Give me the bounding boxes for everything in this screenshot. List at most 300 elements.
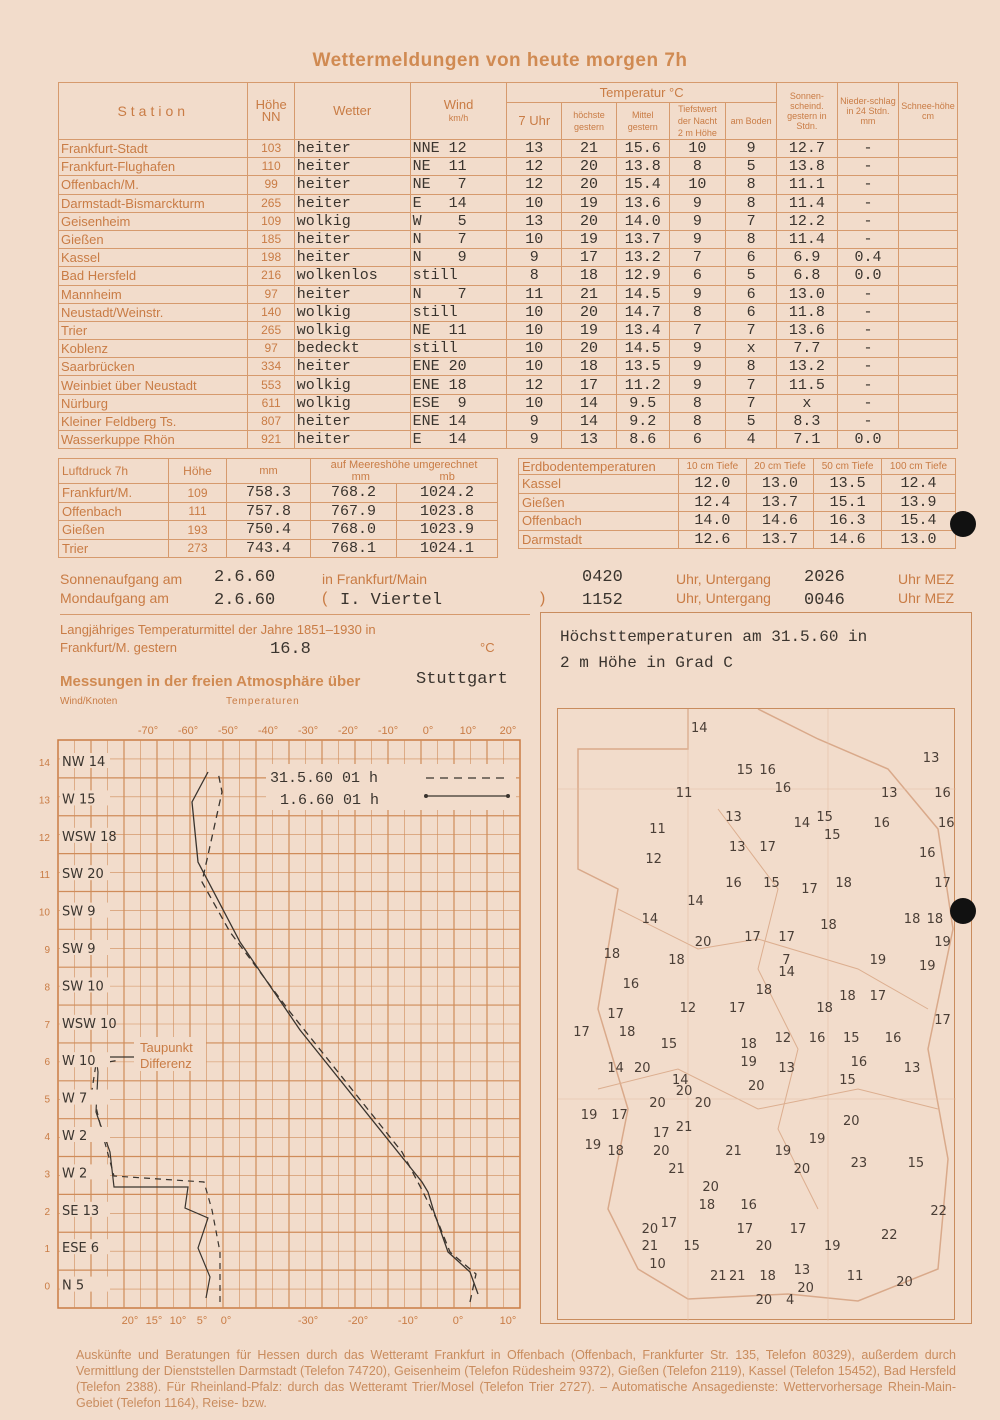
station-name: Koblenz [59, 340, 248, 358]
sunrise-time: 0420 [582, 568, 623, 587]
station-sonne: x [776, 394, 837, 412]
station-nieder: - [837, 194, 898, 212]
moon-paren-open: ( [322, 590, 328, 607]
header-mittel: Mittel gestern [616, 103, 669, 140]
station-schnee [898, 412, 957, 430]
station-sonne: 13.6 [776, 321, 837, 339]
station-name: Offenbach/M. [59, 176, 248, 194]
longterm-line2: Frankfurt/M. gestern [60, 640, 178, 655]
station-hoehe: 110 [248, 158, 294, 176]
map-temperature-value: 20 [793, 1161, 811, 1177]
station-name: Bad Hersfeld [59, 267, 248, 285]
map-temperature-value: 15 [660, 1036, 678, 1052]
soil-20: 14.6 [746, 512, 814, 531]
map-temperature-value: 23 [850, 1156, 868, 1171]
header-schnee: Schnee-höhe cm [898, 83, 957, 140]
map-temperature-value: 10 [649, 1257, 666, 1273]
soil-100: 12.4 [881, 475, 955, 494]
map-temperature-value: 12 [774, 1030, 792, 1046]
station-boden: 7 [726, 212, 777, 230]
station-wind: N 7 [410, 230, 507, 248]
soil-name: Kassel [519, 475, 679, 494]
atmos-temp-label: Temperaturen [226, 696, 300, 707]
station-boden: x [726, 340, 777, 358]
map-temperature-value: 14 [672, 1072, 689, 1088]
station-sonne: 12.7 [776, 140, 837, 158]
map-temperature-value: 14 [687, 893, 704, 909]
top-tick-label: 20° [499, 725, 517, 737]
wind-label: N 5 [62, 1278, 85, 1294]
station-mittel: 13.7 [616, 230, 669, 248]
station-nieder: - [837, 176, 898, 194]
map-temperature-value: 15 [763, 875, 780, 891]
map-temperature-value: 13 [729, 840, 746, 856]
map-title-line1: Höchsttemperaturen am 31.5.60 in [560, 628, 868, 646]
height-label: 3 [44, 1169, 50, 1181]
pressure-table [58, 458, 498, 558]
pressure-mm: 743.4 [227, 539, 311, 558]
pressure-mm: 750.4 [227, 521, 311, 540]
station-wetter: heiter [294, 176, 410, 194]
station-nieder: - [837, 412, 898, 430]
station-wetter: heiter [294, 358, 410, 376]
station-boden: 8 [726, 230, 777, 248]
station-mittel: 15.6 [616, 140, 669, 158]
bottom-tick-label: 0° [220, 1315, 232, 1327]
station-wetter: heiter [294, 194, 410, 212]
map-temperature-value: 21 [710, 1269, 727, 1285]
taupunkt-label: Taupunkt [140, 1040, 193, 1055]
station-max: 21 [562, 285, 617, 303]
map-temperature-value: 20 [634, 1060, 651, 1076]
station-min2m: 6 [669, 431, 726, 449]
header-soil-10: 10 cm Tiefe [679, 459, 747, 475]
map-temperature-value: 15 [907, 1156, 925, 1171]
map-temperature-value: 17 [778, 929, 795, 945]
map-temperature-value: 20 [675, 1084, 693, 1100]
wind-label: W 2 [62, 1129, 88, 1144]
station-hoehe: 140 [248, 303, 294, 321]
station-nieder: - [837, 358, 898, 376]
table-row [59, 321, 958, 339]
pressure-mb: 1023.8 [397, 502, 498, 521]
table-row [59, 394, 958, 412]
soil-100: 13.0 [881, 530, 955, 549]
station-wind: still [410, 303, 507, 321]
station-t7: 8 [507, 267, 562, 285]
map-temperature-value: 22 [881, 1227, 898, 1243]
station-t7: 10 [507, 194, 562, 212]
station-min2m: 9 [669, 340, 726, 358]
table-row [59, 303, 958, 321]
station-nieder: - [837, 376, 898, 394]
station-schnee [898, 176, 957, 194]
station-max: 20 [562, 176, 617, 194]
table-row [59, 230, 958, 248]
height-label: 1 [44, 1244, 50, 1256]
station-table [58, 82, 958, 449]
wind-label: WSW 18 [62, 829, 117, 845]
dewpoint-profile-dashed [92, 1060, 220, 1302]
station-sonne: 11.4 [776, 230, 837, 248]
station-max: 18 [562, 267, 617, 285]
wind-label: ESE 6 [62, 1241, 100, 1257]
table-row [59, 267, 958, 285]
map-temperature-value: 20 [843, 1114, 860, 1130]
station-name: Frankfurt-Stadt [59, 140, 248, 158]
moonrise-time: 1152 [582, 591, 623, 610]
station-nieder: - [837, 394, 898, 412]
map-temperature-value: 16 [759, 762, 776, 778]
longterm-value: 16.8 [270, 640, 311, 659]
map-temperature-value: 17 [789, 1221, 807, 1237]
map-area [557, 708, 955, 1320]
station-wind: W 5 [410, 212, 507, 230]
station-min2m: 10 [669, 176, 726, 194]
station-wind: ENE 18 [410, 376, 507, 394]
height-label: 0 [44, 1281, 50, 1293]
map-temperature-value: 17 [607, 1007, 624, 1022]
station-t7: 12 [507, 176, 562, 194]
station-boden: 5 [726, 158, 777, 176]
map-temperature-value: 20 [797, 1281, 814, 1297]
map-temperature-value: 21 [725, 1144, 742, 1160]
station-min2m: 7 [669, 321, 726, 339]
station-t7: 9 [507, 412, 562, 430]
pressure-name: Offenbach [59, 502, 169, 521]
station-t7: 10 [507, 358, 562, 376]
station-name: Kleiner Feldberg Ts. [59, 412, 248, 430]
legend-label-solid: 1.6.60 01 h [280, 792, 380, 809]
station-t7: 10 [507, 394, 562, 412]
map-temperature-value: 18 [698, 1197, 716, 1213]
station-wind: E 14 [410, 431, 507, 449]
map-temperature-value: 17 [611, 1108, 628, 1124]
header-station: Station [59, 83, 248, 140]
station-hoehe: 109 [248, 212, 294, 230]
map-temperature-value: 20 [694, 1096, 712, 1112]
soil-50: 15.1 [814, 493, 882, 512]
station-sonne: 11.5 [776, 376, 837, 394]
header-tiefst-2m: Tiefstwert der Nacht 2 m Höhe [669, 103, 726, 140]
station-schnee [898, 340, 957, 358]
station-wetter: wolkig [294, 303, 410, 321]
map-temperature-value: 18 [835, 875, 852, 891]
top-tick-label: 10° [459, 725, 477, 737]
header-wind: Wind km/h [410, 83, 507, 140]
station-nieder: - [837, 158, 898, 176]
station-name: Weinbiet über Neustadt [59, 376, 248, 394]
map-temperature-value: 4 [786, 1293, 795, 1309]
station-t7: 12 [507, 158, 562, 176]
table-row [59, 176, 958, 194]
map-temperature-value: 17 [869, 989, 887, 1005]
station-wetter: wolkenlos [294, 267, 410, 285]
station-mittel: 11.2 [616, 376, 669, 394]
table-row [59, 376, 958, 394]
map-temperature-value: 16 [884, 1030, 902, 1046]
punch-hole-top [950, 511, 976, 537]
station-boden: 4 [726, 431, 777, 449]
station-mittel: 15.4 [616, 176, 669, 194]
map-temperature-value: 16 [873, 816, 890, 832]
station-sonne: 6.9 [776, 249, 837, 267]
station-t7: 13 [507, 140, 562, 158]
station-wind: ENE 20 [410, 358, 507, 376]
bottom-tick-label: 10° [169, 1315, 187, 1327]
top-tick-label: -60° [177, 725, 199, 737]
station-sonne: 8.3 [776, 412, 837, 430]
map-temperature-value: 13 [903, 1060, 921, 1076]
table-row [59, 431, 958, 449]
station-wetter: bedeckt [294, 340, 410, 358]
station-nieder: - [837, 285, 898, 303]
station-wind: N 9 [410, 249, 507, 267]
station-min2m: 8 [669, 303, 726, 321]
map-temperature-value: 15 [736, 762, 754, 778]
top-tick-label: 0° [422, 725, 434, 737]
station-t7: 9 [507, 249, 562, 267]
atmos-place: Stuttgart [416, 670, 508, 689]
station-min2m: 7 [669, 249, 726, 267]
longterm-unit: °C [480, 640, 495, 655]
map-temperature-value: 14 [607, 1060, 624, 1076]
station-wind: E 14 [410, 194, 507, 212]
station-mittel: 8.6 [616, 431, 669, 449]
station-hoehe: 334 [248, 358, 294, 376]
station-wetter: heiter [294, 412, 410, 430]
station-schnee [898, 249, 957, 267]
wind-label: SW 9 [62, 942, 96, 957]
map-temperature-value: 16 [622, 977, 640, 993]
moon-mez: Uhr MEZ [898, 590, 954, 606]
top-tick-label: -30° [297, 725, 319, 737]
soil-20: 13.7 [746, 530, 814, 549]
station-boden: 6 [726, 285, 777, 303]
station-mittel: 14.7 [616, 303, 669, 321]
station-max: 19 [562, 321, 617, 339]
height-label: 10 [38, 907, 50, 919]
station-t7: 12 [507, 376, 562, 394]
station-min2m: 8 [669, 394, 726, 412]
map-temperature-value: 15 [843, 1030, 860, 1046]
map-temperature-value: 15 [824, 828, 841, 844]
station-name: Saarbrücken [59, 358, 248, 376]
map-temperature-value: 17 [653, 1126, 670, 1142]
station-wetter: wolkig [294, 212, 410, 230]
wind-label: W 7 [62, 1091, 88, 1107]
station-min2m: 8 [669, 412, 726, 430]
pressure-mm-sea: 768.0 [311, 521, 397, 540]
moonrise-date: 2.6.60 [214, 591, 276, 610]
header-hoechste: höchste gestern [562, 103, 617, 140]
station-name: Mannheim [59, 285, 248, 303]
station-sonne: 12.2 [776, 212, 837, 230]
pressure-mm: 758.3 [227, 484, 311, 503]
station-hoehe: 103 [248, 140, 294, 158]
map-temperature-value: 21 [729, 1269, 746, 1285]
station-sonne: 11.4 [776, 194, 837, 212]
header-pressure-hoehe: Höhe [169, 459, 227, 484]
moon-phase: I. Viertel [340, 591, 443, 610]
station-max: 21 [562, 140, 617, 158]
pressure-h: 193 [169, 521, 227, 540]
station-mittel: 13.5 [616, 358, 669, 376]
table-row [519, 493, 956, 512]
station-nieder: 0.4 [837, 249, 898, 267]
station-name: Wasserkuppe Rhön [59, 431, 248, 449]
map-temperature-value: 16 [725, 875, 742, 891]
map-temperature-value: 18 [668, 953, 685, 969]
table-row [519, 530, 956, 549]
station-t7: 10 [507, 340, 562, 358]
station-hoehe: 265 [248, 194, 294, 212]
station-sonne: 11.8 [776, 303, 837, 321]
height-label: 4 [44, 1132, 50, 1143]
top-tick-label: -20° [337, 725, 359, 737]
map-temperature-value: 7 [782, 953, 791, 969]
top-tick-label: -50° [217, 725, 239, 737]
station-min2m: 9 [669, 358, 726, 376]
pressure-mb: 1024.2 [397, 484, 498, 503]
map-temperature-value: 17 [660, 1215, 678, 1231]
map-values [558, 709, 956, 1321]
map-temperature-value: 13 [778, 1060, 795, 1076]
header-nieder: Nieder-schlag in 24 Stdn. mm [837, 83, 898, 140]
map-temperature-value: 16 [808, 1030, 826, 1046]
station-boden: 9 [726, 140, 777, 158]
map-temperature-value: 17 [934, 1012, 951, 1028]
pressure-name: Trier [59, 539, 169, 558]
map-temperature-value: 17 [729, 1001, 746, 1017]
station-nieder: 0.0 [837, 431, 898, 449]
pressure-mm: 757.8 [227, 502, 311, 521]
station-hoehe: 99 [248, 176, 294, 194]
map-temperature-value: 15 [683, 1239, 700, 1255]
station-max: 20 [562, 303, 617, 321]
station-schnee [898, 303, 957, 321]
map-temperature-value: 14 [691, 720, 708, 736]
atmos-wind-label: Wind/Knoten [60, 696, 118, 707]
map-temperature-value: 15 [839, 1072, 856, 1088]
soil-50: 16.3 [814, 512, 882, 531]
station-name: Neustadt/Weinstr. [59, 303, 248, 321]
punch-hole-bottom [950, 898, 976, 924]
station-nieder: - [837, 140, 898, 158]
map-temperature-value: 18 [618, 1024, 636, 1040]
sunrise-date: 2.6.60 [214, 568, 276, 587]
station-sonne: 13.0 [776, 285, 837, 303]
station-boden: 5 [726, 267, 777, 285]
station-mittel: 14.0 [616, 212, 669, 230]
station-nieder: 0.0 [837, 267, 898, 285]
map-temperature-value: 16 [938, 816, 955, 832]
station-max: 19 [562, 194, 617, 212]
station-sonne: 7.1 [776, 431, 837, 449]
moonrise-label: Mondaufgang am [60, 590, 169, 606]
map-temperature-value: 16 [934, 786, 951, 802]
station-t7: 11 [507, 285, 562, 303]
header-wetter: Wetter [294, 83, 410, 140]
footer-text: Auskünfte und Beratungen für Hessen durch das Wetteramt Frankfurt in Offenbach (Offenbach, Frankfurter Str. 135, Telefon 80329), außerdem durch Vermittlung der Dienststellen Darmstadt (Telefon 74720), Geisenheim (Telefon Rüdesheim 9372), Gießen (Telefon 2119), Kassel (Telefon 15452), Bad Hersfeld (Telefon 2388). Für Rheinland-Pfalz: durch das Wetteramt Trier/Mosel (Telefon Trier 2727). – Automatische Ansagedienste: Wettervorhersage Rhein-Main-Gebiet (Telefon 1164), Reise- bzw. [76, 1348, 956, 1410]
map-temperature-value: 19 [580, 1108, 598, 1124]
header-sonne: Sonnen-scheind. gestern in Stdn. [776, 83, 837, 140]
map-temperature-value: 16 [740, 1197, 757, 1213]
map-temperature-value: 16 [919, 846, 936, 862]
station-t7: 10 [507, 303, 562, 321]
station-min2m: 9 [669, 285, 726, 303]
bottom-tick-label: 15° [145, 1315, 163, 1327]
station-nieder: - [837, 340, 898, 358]
pressure-h: 109 [169, 484, 227, 503]
soil-100: 13.9 [881, 493, 955, 512]
station-t7: 9 [507, 431, 562, 449]
map-temperature-value: 19 [808, 1132, 826, 1148]
map-temperature-value: 19 [869, 953, 887, 969]
table-row [59, 194, 958, 212]
station-wind: N 7 [410, 285, 507, 303]
station-hoehe: 185 [248, 230, 294, 248]
station-wetter: heiter [294, 249, 410, 267]
station-wind: NE 11 [410, 158, 507, 176]
station-boden: 7 [726, 321, 777, 339]
station-nieder: - [837, 212, 898, 230]
wind-label: SW 10 [62, 979, 104, 995]
map-temperature-value: 20 [649, 1096, 666, 1112]
pressure-name: Frankfurt/M. [59, 484, 169, 503]
soil-50: 13.5 [814, 475, 882, 494]
station-hoehe: 97 [248, 340, 294, 358]
map-temperature-value: 17 [759, 840, 776, 856]
map-temperature-value: 11 [846, 1269, 864, 1285]
station-schnee [898, 158, 957, 176]
station-hoehe: 216 [248, 267, 294, 285]
height-label: 8 [44, 982, 50, 994]
moon-paren-close: ) [540, 590, 546, 607]
station-wind: NE 11 [410, 321, 507, 339]
map-temperature-value: 19 [584, 1138, 602, 1154]
map-temperature-value: 18 [759, 1269, 776, 1285]
station-boden: 7 [726, 376, 777, 394]
station-mittel: 13.2 [616, 249, 669, 267]
station-t7: 10 [507, 230, 562, 248]
station-name: Gießen [59, 230, 248, 248]
wind-label: W 15 [62, 792, 96, 808]
soil-20: 13.0 [746, 475, 814, 494]
bottom-tick-label: 20° [121, 1315, 139, 1327]
station-wetter: wolkig [294, 321, 410, 339]
header-pressure-mm: mm [227, 459, 311, 484]
station-name: Kassel [59, 249, 248, 267]
map-temperature-value: 20 [748, 1078, 765, 1094]
map-temperature-value: 14 [641, 911, 659, 927]
map-temperature-value: 21 [641, 1239, 659, 1255]
station-nieder: - [837, 303, 898, 321]
header-hoehe: Höhe NN [248, 83, 294, 140]
map-temperature-value: 16 [774, 780, 792, 796]
station-hoehe: 611 [248, 394, 294, 412]
station-wetter: heiter [294, 230, 410, 248]
bottom-tick-label: 10° [499, 1315, 517, 1327]
station-wind: still [410, 267, 507, 285]
station-wind: NNE 12 [410, 140, 507, 158]
station-max: 20 [562, 212, 617, 230]
wind-label: SE 13 [62, 1203, 100, 1219]
station-max: 18 [562, 358, 617, 376]
wind-label: SW 20 [62, 867, 104, 883]
table-row [519, 475, 956, 494]
station-max: 17 [562, 376, 617, 394]
